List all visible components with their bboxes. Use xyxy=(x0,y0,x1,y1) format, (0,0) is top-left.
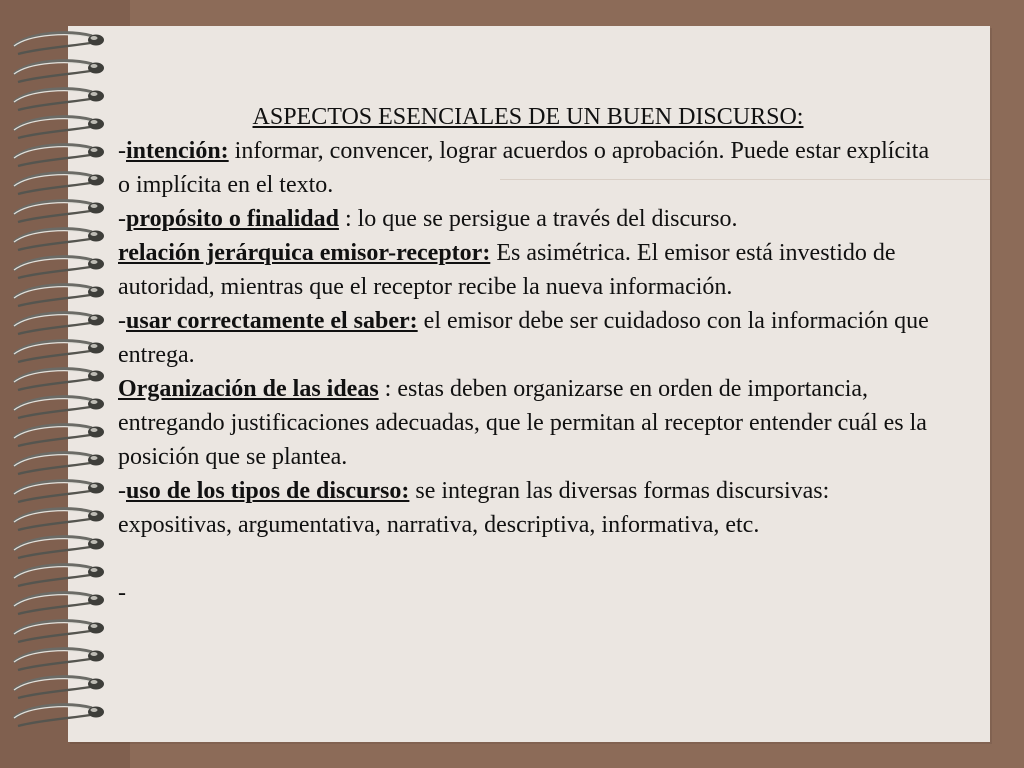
paragraph-relacion: relación jerárquica emisor-receptor: Es asimétrica. El emisor está investido de autoridad, mientras que el receptor recibe la nueva información. xyxy=(118,240,896,300)
term-saber: usar correctamente el saber: xyxy=(126,308,418,334)
trailing-dash: - xyxy=(118,580,126,606)
term-organizacion: Organización de las ideas xyxy=(118,376,379,402)
paragraph-proposito: -propósito o finalidad : lo que se persigue a través del discurso. xyxy=(118,206,738,232)
paragraph-saber: -usar correctamente el saber: el emisor debe ser cuidadoso con la información que entrega. xyxy=(118,308,929,368)
term-relacion: relación jerárquica emisor-receptor: xyxy=(118,240,491,266)
paragraph-intencion: -intención: informar, convencer, lograr acuerdos o aprobación. Puede estar explícita o implícita en el texto. xyxy=(118,138,930,198)
term-proposito: propósito o finalidad xyxy=(126,206,339,232)
spiral-binding-icon xyxy=(0,0,120,768)
paragraph-organizacion: Organización de las ideas : estas deben organizarse en orden de importancia, entregando justificaciones adecuadas, que le permitan al receptor entender cuál es la posición que se plantea. xyxy=(118,376,927,470)
page-title: ASPECTOS ESENCIALES DE UN BUEN DISCURSO: xyxy=(252,104,804,130)
paragraph-tipos: -uso de los tipos de discurso: se integran las diversas formas discursivas: expositivas, argumentativa, narrativa, descriptiva, informativa, etc. xyxy=(118,478,830,538)
term-intencion: intención: xyxy=(126,138,229,164)
slide-content xyxy=(118,100,938,610)
term-tipos: uso de los tipos de discurso: xyxy=(126,478,410,504)
